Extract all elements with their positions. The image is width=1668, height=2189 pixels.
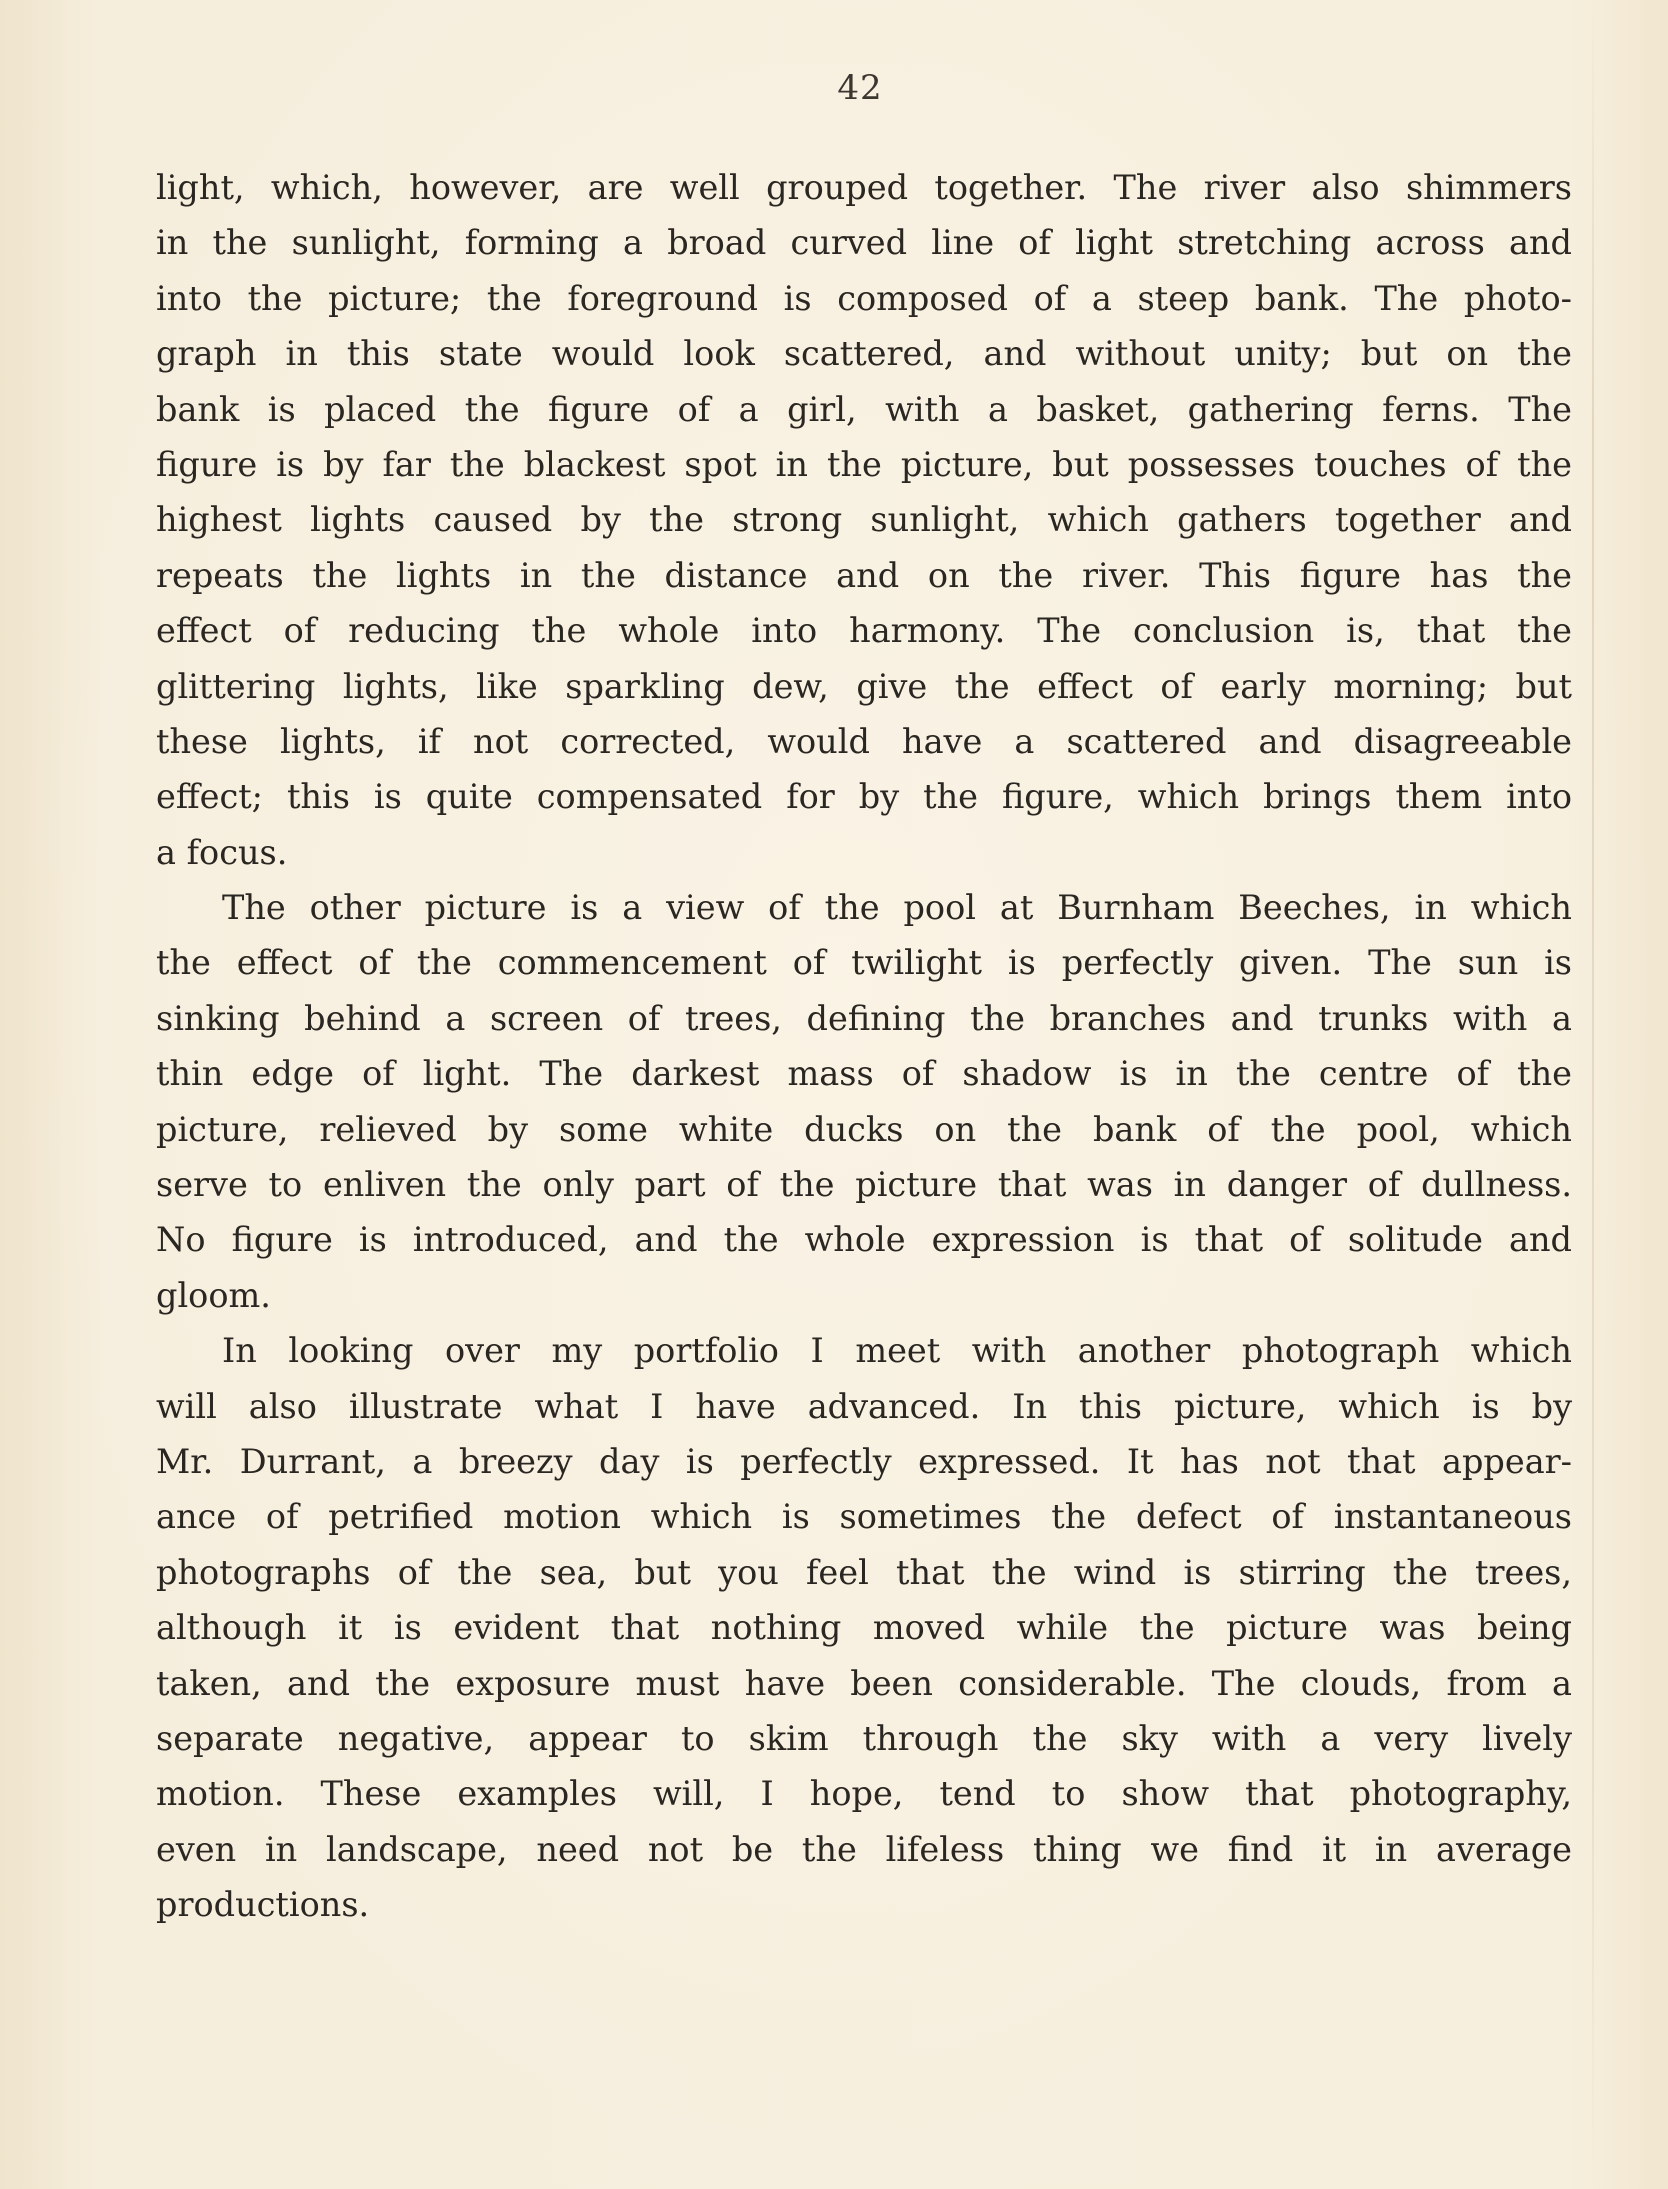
page-number: 42 <box>837 68 883 108</box>
text-line: photographs of the sea, but you feel that the wind is stirring the trees, <box>156 1552 1572 1592</box>
text-line: glittering lights, like sparkling dew, give the effect of early morning; but <box>156 666 1572 706</box>
text-line: picture, relieved by some white ducks on the bank of the pool, which <box>156 1109 1572 1149</box>
text-line: In looking over my portfolio I meet with another photograph which <box>222 1331 1572 1371</box>
text-line: a focus. <box>156 832 288 872</box>
text-line: effect of reducing the whole into harmony. The conclusion is, that the <box>156 611 1572 651</box>
paragraph-2 <box>156 880 1572 1323</box>
text-line: even in landscape, need not be the lifeless thing we find it in average <box>156 1829 1572 1869</box>
text-line: ance of petrified motion which is sometimes the defect of instantaneous <box>156 1497 1572 1537</box>
text-line: sinking behind a screen of trees, defining the branches and trunks with a <box>156 998 1572 1038</box>
page-edge-shadow <box>1592 0 1594 2189</box>
text-line: taken, and the exposure must have been considerable. The clouds, from a <box>156 1663 1572 1703</box>
text-line: The other picture is a view of the pool at Burnham Beeches, in which <box>222 888 1572 928</box>
text-line: repeats the lights in the distance and on the river. This figure has the <box>156 555 1572 595</box>
text-line: highest lights caused by the strong sunlight, which gathers together and <box>156 500 1572 540</box>
text-line: motion. These examples will, I hope, tend to show that photography, <box>156 1774 1572 1814</box>
text-line: No figure is introduced, and the whole expression is that of solitude and <box>156 1220 1572 1260</box>
text-line: productions. <box>156 1885 370 1925</box>
text-line: thin edge of light. The darkest mass of shadow is in the centre of the <box>156 1054 1572 1094</box>
body-text <box>156 160 1572 1933</box>
text-line: in the sunlight, forming a broad curved line of light stretching across and <box>156 223 1572 263</box>
text-line: graph in this state would look scattered, and without unity; but on the <box>156 334 1572 374</box>
text-line: Mr. Durrant, a breezy day is perfectly expressed. It has not that appear- <box>156 1441 1572 1481</box>
text-line: effect; this is quite compensated for by the figure, which brings them into <box>156 777 1572 817</box>
text-line: these lights, if not corrected, would have a scattered and disagreeable <box>156 721 1572 761</box>
paragraph-1 <box>156 160 1572 880</box>
text-line: serve to enliven the only part of the picture that was in danger of dullness. <box>156 1165 1572 1205</box>
text-line: light, which, however, are well grouped together. The river also shimmers <box>156 168 1572 207</box>
paragraph-3 <box>156 1323 1572 1932</box>
text-line: gloom. <box>156 1275 271 1315</box>
text-line: although it is evident that nothing moved while the picture was being <box>156 1608 1572 1648</box>
text-line: will also illustrate what I have advanced. In this picture, which is by <box>156 1386 1572 1426</box>
text-line: bank is placed the figure of a girl, with a basket, gathering ferns. The <box>156 389 1572 429</box>
text-line: the effect of the commencement of twilight is perfectly given. The sun is <box>156 943 1572 983</box>
text-line: into the picture; the foreground is composed of a steep bank. The photo- <box>156 278 1572 318</box>
text-line: figure is by far the blackest spot in the picture, but possesses touches of the <box>156 444 1572 484</box>
text-line: separate negative, appear to skim through the sky with a very lively <box>156 1718 1572 1758</box>
